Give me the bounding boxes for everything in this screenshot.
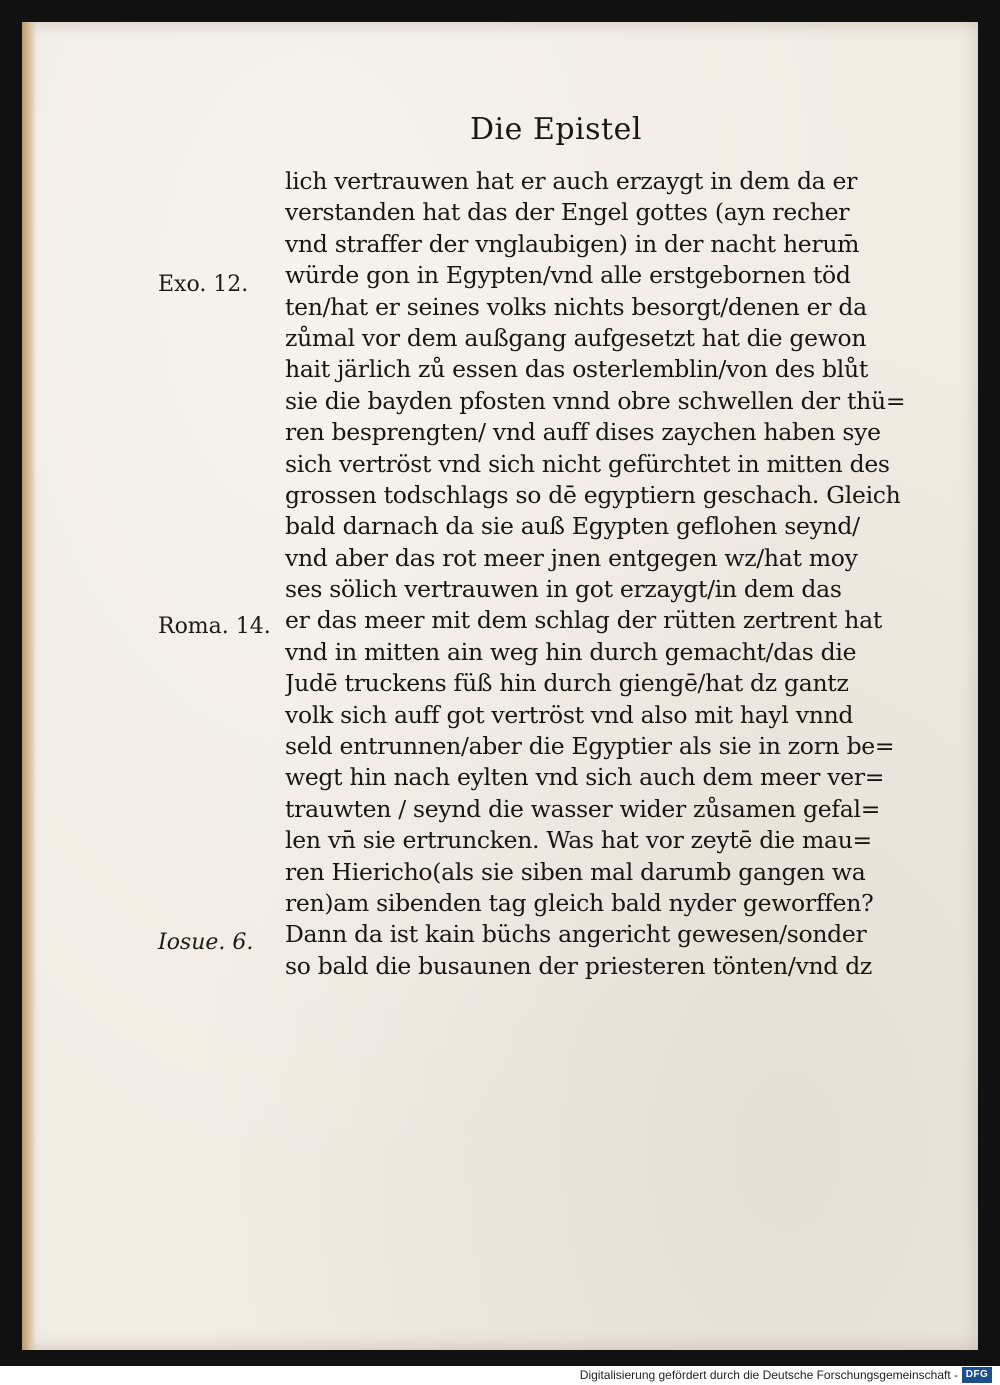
text-line: ses sölich vertrauwen in got erzaygt/in dem das — [285, 575, 842, 604]
text-line: volk sich auff got vertröst vnd also mit hayl vnnd — [285, 700, 854, 729]
dfg-logo-icon: DFG — [962, 1367, 992, 1383]
text-line: trauwten / seynd die wasser wider zůsamen gefal= — [285, 794, 881, 823]
text-line: zůmal vor dem außgang aufgesetzt hat die gewon — [285, 323, 867, 352]
text-line: bald darnach da sie auß Egypten geflohen seynd/ — [285, 512, 860, 541]
text-line: Dann da ist kain büchs angericht gewesen/sonder — [285, 920, 867, 949]
page-gutter-shadow — [22, 22, 36, 1350]
text-line: ren)am sibenden tag gleich bald nyder geworffen? — [285, 888, 874, 917]
text-line: ten/hat er seines volks nichts besorgt/denen er da — [285, 292, 867, 321]
running-head: Die Epistel — [470, 112, 642, 147]
main-text-block — [285, 166, 935, 1106]
text-line: er das meer mit dem schlag der rütten zertrent hat — [285, 606, 882, 635]
text-line: seld entrunnen/aber die Egyptier als sie in zorn be= — [285, 732, 895, 761]
text-line: len vn̄ sie ertruncken. Was hat vor zeytē die mau= — [285, 826, 872, 855]
text-line: wegt hin nach eylten vnd sich auch dem meer ver= — [285, 763, 885, 792]
text-line: sich vertröst vnd sich nicht gefürchtet in mitten des — [285, 449, 890, 478]
text-line: verstanden hat das der Engel gottes (ayn recher — [285, 198, 850, 227]
text-line: vnd aber das rot meer jnen entgegen wz/hat moy — [285, 543, 858, 572]
text-line: Judē truckens füß hin durch giengē/hat dz gantz — [285, 669, 849, 698]
text-line: ren Hiericho(als sie siben mal darumb gangen wa — [285, 857, 866, 886]
text-line: sie die bayden pfosten vnnd obre schwellen der thü= — [285, 386, 906, 415]
footer-credit: Digitalisierung gefördert durch die Deutsche Forschungsgemeinschaft - — [579, 1368, 958, 1382]
text-line: lich vertrauwen hat er auch erzaygt in dem da er — [285, 167, 858, 195]
text-line: vnd in mitten ain weg hin durch gemacht/das die — [285, 637, 857, 666]
marginal-note-romans: Roma. 14. — [158, 614, 271, 639]
marginal-note-joshua: Iosue. 6. — [158, 930, 254, 955]
text-line: so bald die busaunen der priesteren tönten/vnd dz — [285, 951, 873, 980]
text-line: hait järlich zů essen das osterlemblin/von des blůt — [285, 355, 868, 384]
text-line: vnd straffer der vnglaubigen) in der nacht herum̄ — [285, 229, 860, 258]
text-line: würde gon in Egypten/vnd alle erstgebornen töd — [285, 261, 851, 290]
text-line: grossen todschlags so dē egyptiern geschach. Gleich — [285, 480, 901, 509]
marginal-note-exodus: Exo. 12. — [158, 272, 249, 297]
text-line: ren besprengten/ vnd auff dises zaychen haben sye — [285, 418, 881, 447]
